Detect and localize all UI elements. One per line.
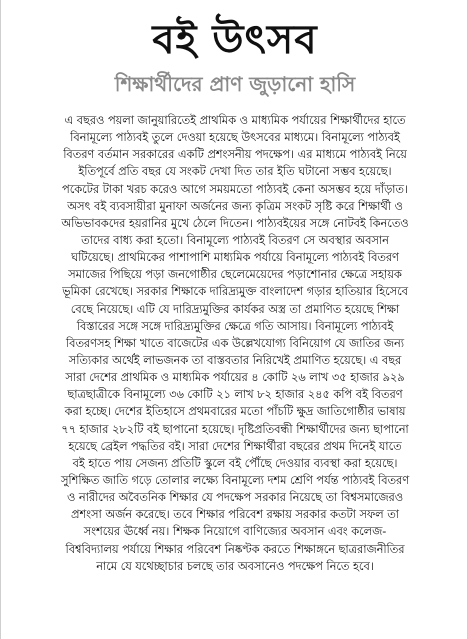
body-line: বিশ্ববিদ্যালয় পর্যায়ে শিক্ষার পরিবেশ নিষ্কণ্টক করতে শিক্ষাঙ্গনে ছাত্ররাজনীতির [65, 542, 405, 556]
body-line: অসৎ বই ব্যবসায়ীরা মুনাফা অর্জনের জন্য কৃত্রিম সংকট সৃষ্টি করে শিক্ষার্থী ও [67, 199, 403, 213]
body-line: সুশিক্ষিত জাতি গড়ে তোলার লক্ষ্যে বিনামূল্যে দশম শ্রেণি পর্যন্ত পাঠ্যবই বিতরণ [60, 473, 410, 487]
body-line: সংশয়ের ঊর্ধ্বে নয়। শিক্ষক নিয়োগে বাণিজ্যের অবসান এবং কলেজ- [83, 525, 387, 539]
body-line: সারা দেশের প্রাথমিক ও মাধ্যমিক পর্যায়ের ৪ কোটি ২৬ লাখ ৩৫ হাজার ৯২৯ [65, 371, 405, 385]
body-line: বিনামূল্যে পাঠ্যবই তুলে দেওয়া হয়েছে উৎসবের মাধ্যমে। বিনামূল্যে পাঠ্যবই [70, 131, 400, 145]
body-line: তাদের বাধ্য করা হতো। বিনামূল্যে পাঠ্যবই বিতরণ সে অবস্থার অবসান [81, 233, 389, 247]
body-line: বিস্তারের সঙ্গে সঙ্গে দারিদ্র্যমুক্তির ক্ষেত্রে গতি আসায়। বিনামূল্যে পাঠ্যবই [76, 319, 394, 333]
article-subheadline: শিক্ষার্থীদের প্রাণ জুড়ানো হাসি [114, 72, 356, 96]
body-line: প্রশংসা অর্জন করেছে। তবে শিক্ষার পরিবেশ রক্ষায় সরকার কতটা সফল তা [71, 508, 399, 522]
body-line: বই হাতে পায় সেজন্য প্রতিটি স্কুলে বই পৌঁছে দেওয়ার ব্যবস্থা করা হয়েছে। [72, 456, 398, 470]
body-line: ভূমিকা রেখেছে। সরকার শিক্ষাকে দারিদ্র্যমুক্ত বাংলাদেশ গড়ার হাতিয়ার হিসেবে [62, 285, 408, 299]
body-line: সমাজের পিছিয়ে পড়া জনগোষ্ঠীর ছেলেমেয়েদের পড়াশোনার ক্ষেত্রে সহায়ক [68, 268, 402, 282]
body-line: পকেটের টাকা খরচ করেও আগে সময়মতো পাঠ্যবই কেনা অসম্ভব হয়ে দাঁড়াত। [62, 182, 408, 196]
body-line: নামে যে যথেচ্ছাচার চলছে তার অবসানেও পদক্ষেপ নিতে হবে। [96, 559, 374, 573]
body-line: হয়েছে ব্রেইল পদ্ধতির বই। সারা দেশের শিক্ষার্থীরা বছরের প্রথম দিনেই যাতে [68, 439, 402, 453]
body-line: এ বছরও পয়লা জানুয়ারিতেই প্রাথমিক ও মাধ্যমিক পর্যায়ের শিক্ষার্থীদের হাতে [64, 114, 406, 127]
article-body [13, 112, 457, 575]
body-line: ছাত্রছাত্রীকে বিনামূল্যে ৩৬ কোটি ২১ লাখ ৮২ হাজার ২৪৫ কপি বই বিতরণ [67, 388, 403, 402]
body-line: অভিভাবকদের হয়রানির মুখে ঠেলে দিতেন। পাঠ্যবইয়ের সঙ্গে নোটবই কিনতেও [61, 216, 409, 230]
body-line: ইতিপূর্বে প্রতি বছর যে সংকট দেখা দিত তার ইতি ঘটানো সম্ভব হয়েছে। [78, 165, 392, 179]
article-headline: বই উৎসব [152, 17, 318, 63]
body-line: সত্যিকার অর্থেই লাভজনক তা বাস্তবতার নিরিখেই প্রমাণিত হয়েছে। এ বছর [68, 353, 402, 367]
body-line: ৭৭ হাজার ২৮২টি বই ছাপানো হয়েছে। দৃষ্টিপ্রতিবন্ধী শিক্ষার্থীদের জন্য ছাপানো [61, 422, 409, 436]
body-line: করা হচ্ছে। দেশের ইতিহাসে প্রথমবারের মতো পাঁচটি ক্ষুদ্র জাতিগোষ্ঠীর ভাষায় [64, 405, 406, 419]
body-line: বেছে নিয়েছে। এটি যে দারিদ্র্যমুক্তির কার্যকর অস্ত্র তা প্রমাণিত হয়েছে শিক্ষা [70, 302, 400, 316]
body-line: ও নারীদের অবৈতনিক শিক্ষার যে পদক্ষেপ সরকার নিয়েছে তা বিশ্বসমাজেরও [66, 491, 404, 505]
body-line: বিতরণসহ শিক্ষা খাতে বাজেটের এক উল্লেখযোগ্য বিনিয়োগ যে জাতির জন্য [65, 336, 405, 350]
body-line: ঘটিয়েছে। প্রাথমিকের পাশাপাশি মাধ্যমিক পর্যায়ে বিনামূল্যে পাঠ্যবই বিতরণ [71, 251, 399, 265]
body-line: বিতরণ বর্তমান সরকারের একটি প্রশংসনীয় পদক্ষেপ। এর মাধ্যমে পাঠ্যবই নিয়ে [63, 148, 407, 162]
